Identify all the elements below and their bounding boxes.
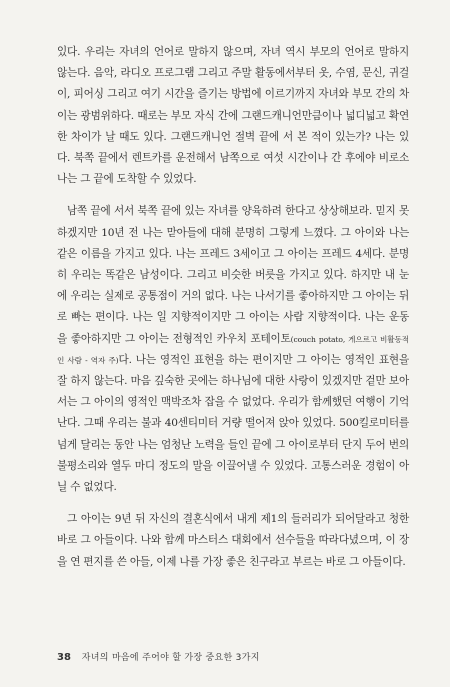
body-text xyxy=(57,42,409,573)
paragraph-2-text-after: 다. 나는 영적인 표현을 하는 편이지만 그 아이는 영적인 표현을 잘 하지 않는다. 마음 깊숙한 곳에는 하나님에 대한 사랑이 있겠지만 겉만 보아서는 그 아이의 영적인 맥박조차 잡을 수 없었다. 우리가 함께했던 여행이 기억난다. 그때 우리는 불과 40센티미터 거량 떨어져 앉아 있었다. 500킬로미터를 넘게 달리는 동안 나는 엄청난 노력을 들인 끝에 그 아이로부터 단지 두어 번의 불평소리와 열두 마디 정도의 말을 이끌어낼 수 있었다. 고통스러운 경험이 아닐 수 없었다. xyxy=(57,353,409,494)
paragraph-2 xyxy=(57,201,409,498)
page-footer xyxy=(57,650,417,663)
page-number: 38 xyxy=(57,652,71,663)
translator-note: (couch potato, 게으르고 비활동적인 사람 - 역자 주) xyxy=(57,334,409,365)
paragraph-1: 있다. 우리는 자녀의 언어로 말하지 않으며, 자녀 역시 부모의 언어로 말하지 않는다. 음악, 라디오 프로그램 그리고 주말 활동에서부터 옷, 수염, 문신, 귀걸이, 피어싱 그리고 여기 시간을 즐기는 방법에 이르기까지 자녀와 부모 간의 차이는 광범위하다. 때로는 부모 자식 간에 그랜드캐니언만큼이나 넓디넓고 확연한 차이가 날 때도 있다. 그랜드캐니언 절벽 끝에 서 본 적이 있는가? 나는 있다. 북쪽 끝에서 렌트카를 운전해서 남쪽으로 여섯 시간이나 간 후에야 비로소 나는 그 끝에 도착할 수 있었다. xyxy=(57,46,409,186)
running-title: 자녀의 마음에 주어야 할 가장 중요한 3가지 xyxy=(81,653,260,663)
paragraph-2-text-before: 남쪽 끝에 서서 북쪽 끝에 있는 자녀를 양육하려 한다고 상상해보라. 믿지 못하겠지만 10년 전 나는 맏아들에 대해 분명히 그렇게 느꼈다. 그 아이와 나는 같은 이름을 가지고 있다. 나는 프레드 3세이고 그 아이는 프레드 4세다. 분명히 우리는 똑같은 남성이다. 그리고 비슷한 버릇을 가지고 있다. 하지만 내 눈에 우리는 실제로 공통점이 거의 없다. 나는 나서기를 좋아하지만 그 아이는 뒤로 빠는 편이다. 나는 일 지향적이지만 그 아이는 사람 지향적이다. 나는 운동을 좋아하지만 그 아이는 전형적인 카우치 포테이토 xyxy=(57,205,409,345)
paragraph-3: 그 아이는 9년 뒤 자신의 결혼식에서 내게 제1의 들러리가 되어달라고 청한 바로 그 아들이다. 나와 함께 마스터스 대회에서 선수들을 따라다녔으며, 이 장을 연 편지를 쓴 아들, 이제 나를 가장 좋은 친구라고 부르는 바로 그 아들이다. xyxy=(57,513,409,568)
